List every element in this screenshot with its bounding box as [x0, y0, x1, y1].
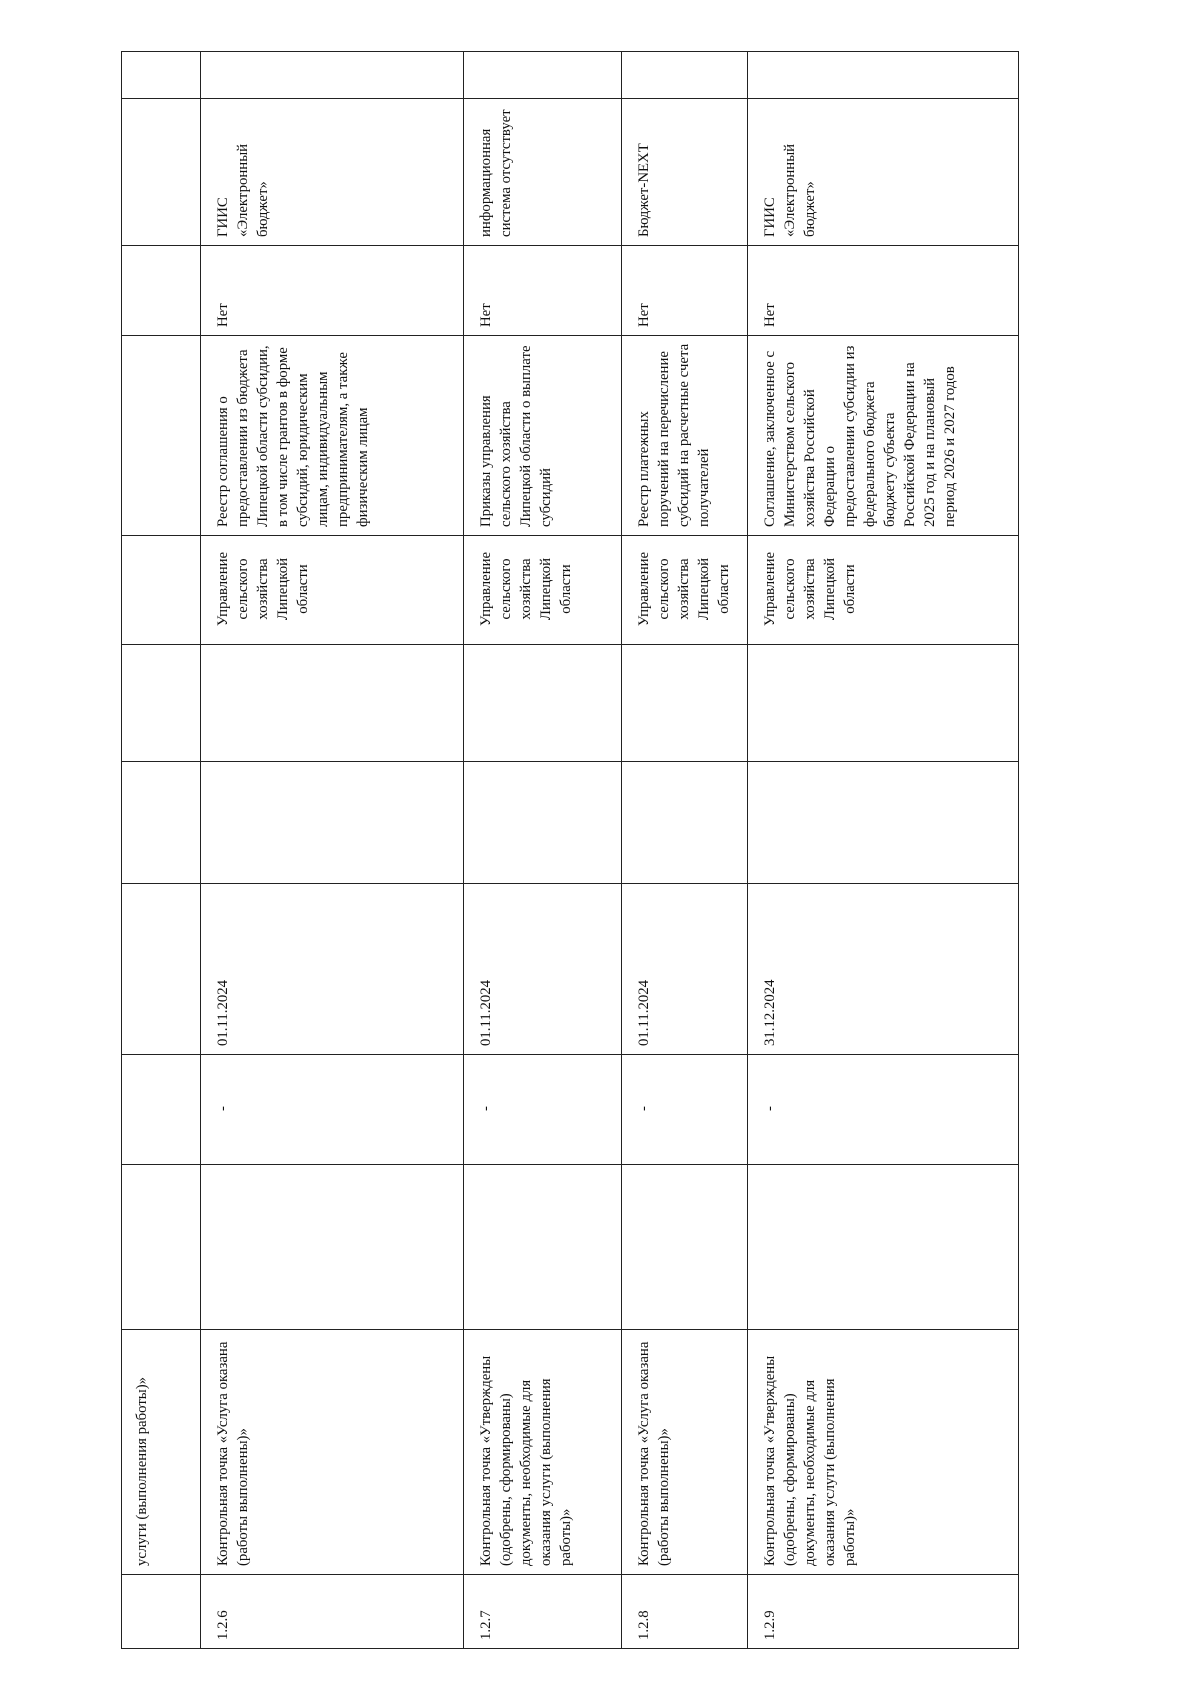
cell-date: 01.11.2024	[622, 884, 748, 1055]
cell-name: Контрольная точка «Утверждены (одобрены, сформированы) документы, необходимые для оказания услуги (выполнения работы)»	[748, 1330, 1019, 1575]
cell-c7	[748, 645, 1019, 762]
table-row	[464, 52, 622, 1649]
cell-c12	[622, 52, 748, 99]
cell-c6	[622, 762, 748, 884]
control-points-table	[121, 51, 1019, 1649]
cell-num	[122, 1575, 201, 1649]
cell-c4: -	[748, 1055, 1019, 1165]
cell-c12	[122, 52, 201, 99]
cell-c12	[748, 52, 1019, 99]
cell-c7	[622, 645, 748, 762]
cell-c6	[122, 762, 201, 884]
cell-date: 01.11.2024	[464, 884, 622, 1055]
cell-flag: Нет	[464, 246, 622, 336]
cell-flag: Нет	[201, 246, 464, 336]
cell-c4: -	[464, 1055, 622, 1165]
cell-info-system: ГИИС «Электронный бюджет»	[201, 99, 464, 246]
cell-c9	[122, 336, 201, 536]
cell-date: 01.11.2024	[201, 884, 464, 1055]
cell-c11	[122, 99, 201, 246]
table-row	[201, 52, 464, 1649]
cell-responsible: Управление сельского хозяйства Липецкой области	[748, 536, 1019, 645]
cell-responsible: Управление сельского хозяйства Липецкой области	[201, 536, 464, 645]
cell-date: 31.12.2024	[748, 884, 1019, 1055]
cell-responsible: Управление сельского хозяйства Липецкой области	[622, 536, 748, 645]
cell-c7	[201, 645, 464, 762]
cell-info-system: информационная система отсутствует	[464, 99, 622, 246]
cell-c3	[748, 1165, 1019, 1330]
cell-c8	[122, 536, 201, 645]
cell-num: 1.2.7	[464, 1575, 622, 1649]
cell-c3	[464, 1165, 622, 1330]
cell-c6	[748, 762, 1019, 884]
table-row-continuation	[122, 52, 201, 1649]
cell-flag: Нет	[748, 246, 1019, 336]
cell-name: Контрольная точка «Утверждены (одобрены, сформированы) документы, необходимые для оказания услуги (выполнения работы)»	[464, 1330, 622, 1575]
cell-responsible: Управление сельского хозяйства Липецкой области	[464, 536, 622, 645]
cell-c4	[122, 1055, 201, 1165]
cell-document: Реестр платежных поручений на перечисление субсидий на расчетные счета получателей	[622, 336, 748, 536]
cell-c4: -	[622, 1055, 748, 1165]
cell-c7	[122, 645, 201, 762]
cell-c12	[464, 52, 622, 99]
cell-info-system: Бюджет-NEXT	[622, 99, 748, 246]
cell-num: 1.2.6	[201, 1575, 464, 1649]
cell-c3	[201, 1165, 464, 1330]
cell-document: Соглашение, заключенное с Министерством сельского хозяйства Российской Федерации о предоставлении субсидии из федерального бюджета бюджету субъекта Российской Федерации на 2025 год и на плановый период 2026 и 2027 годов	[748, 336, 1019, 536]
cell-name: услуги (выполнения работы)»	[122, 1330, 201, 1575]
cell-name: Контрольная точка «Услуга оказана (работы выполнены)»	[201, 1330, 464, 1575]
rotated-table-wrapper	[121, 52, 1102, 1649]
cell-c6	[201, 762, 464, 884]
table-row	[748, 52, 1019, 1649]
cell-c6	[464, 762, 622, 884]
cell-num: 1.2.9	[748, 1575, 1019, 1649]
cell-c12	[201, 52, 464, 99]
document-page	[121, 52, 1102, 1649]
cell-c3	[622, 1165, 748, 1330]
cell-flag: Нет	[622, 246, 748, 336]
cell-document: Приказы управления сельского хозяйства Липецкой области о выплате субсидий	[464, 336, 622, 536]
cell-c4: -	[201, 1055, 464, 1165]
cell-num: 1.2.8	[622, 1575, 748, 1649]
cell-c5	[122, 884, 201, 1055]
cell-c10	[122, 246, 201, 336]
cell-c3	[122, 1165, 201, 1330]
cell-name: Контрольная точка «Услуга оказана (работы выполнены)»	[622, 1330, 748, 1575]
cell-document: Реестр соглашения о предоставлении из бюджета Липецкой области субсидии, в том числе грантов в форме субсидий, юридическим лицам, индивидуальным предпринимателям, а также физическим лицам	[201, 336, 464, 536]
cell-info-system: ГИИС «Электронный бюджет»	[748, 99, 1019, 246]
cell-c7	[464, 645, 622, 762]
table-row	[622, 52, 748, 1649]
